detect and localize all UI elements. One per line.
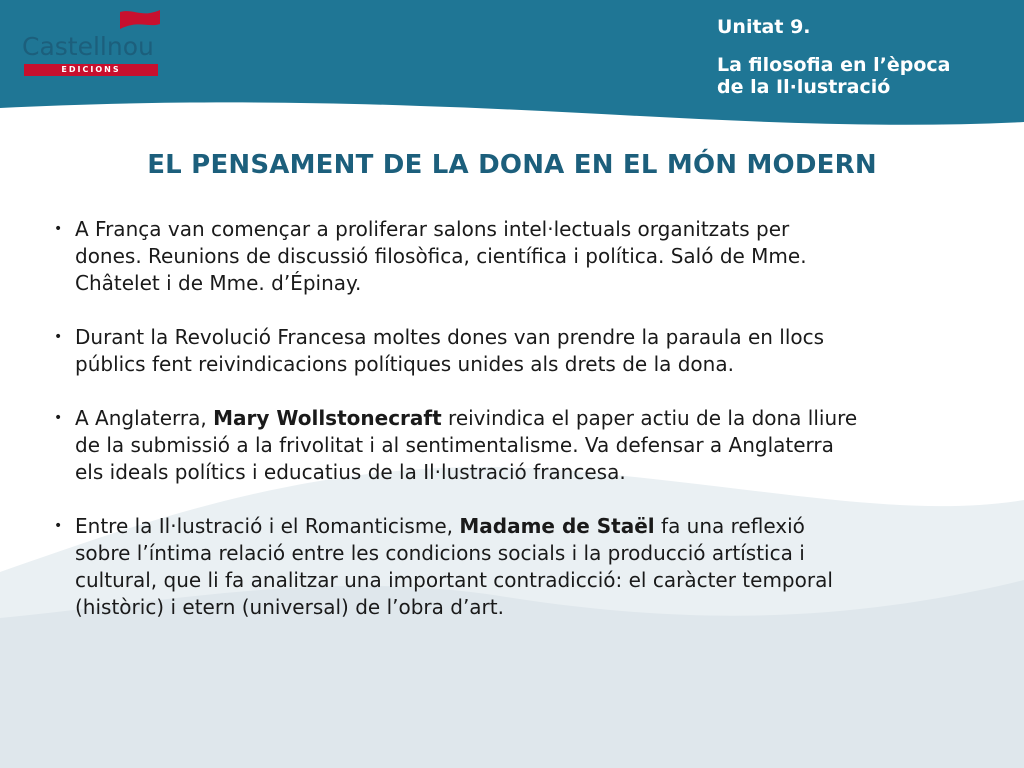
bullet-1-line-3: Châtelet i de Mme. d’Épinay.	[75, 271, 362, 295]
bullet-3-line-3: els ideals polítics i educatius de la Il·lustració francesa.	[75, 460, 626, 484]
unit-title-line1: La filosofia en l’època	[717, 54, 951, 76]
bullet-3-line-2: de la submissió a la frivolitat i al sentimentalisme. Va defensar a Anglaterra	[75, 433, 834, 457]
bullet-item-1	[54, 216, 1014, 297]
unit-title-line2: de la Il·lustració	[717, 76, 891, 98]
bullet-4-name: Madame de Staël	[459, 514, 655, 538]
bullet-1-line-2: dones. Reunions de discussió filosòfica, científica i política. Saló de Mme.	[75, 244, 807, 268]
bullet-4-post: fa una reflexió	[654, 514, 805, 538]
logo-brand: Castellnou	[22, 32, 154, 61]
bullet-icon: •	[54, 329, 63, 345]
bullet-4-line-2: sobre l’íntima relació entre les condicions socials i la producció artística i	[75, 541, 805, 565]
bullet-icon: •	[54, 410, 63, 426]
bullet-4-line-4: (històric) i etern (universal) de l’obra d’art.	[75, 595, 504, 619]
bullet-item-4	[54, 513, 1014, 621]
bullet-3-pre: A Anglaterra,	[75, 406, 214, 430]
bullet-item-3	[54, 405, 1014, 486]
bullet-3-post: reivindica el paper actiu de la dona lliure	[441, 406, 858, 430]
bullet-list	[54, 216, 1014, 648]
bullet-item-2	[54, 324, 1014, 378]
bullet-4-line-3: cultural, que li fa analitzar una important contradicció: el caràcter temporal	[75, 568, 833, 592]
unit-number: Unitat 9.	[717, 16, 811, 38]
bullet-icon: •	[54, 518, 63, 534]
bullet-2-line-2: públics fent reivindicacions polítiques unides als drets de la dona.	[75, 352, 734, 376]
castellnou-logo	[22, 10, 162, 78]
bullet-2-line-1: Durant la Revolució Francesa moltes dones van prendre la paraula en llocs	[75, 325, 825, 349]
slide-title: EL PENSAMENT DE LA DONA EN EL MÓN MODERN	[147, 150, 877, 180]
bullet-3-name: Mary Wollstonecraft	[213, 406, 442, 430]
bullet-1-line-1: A França van començar a proliferar salons intel·lectuals organitzats per	[75, 217, 790, 241]
logo-flag-icon	[22, 10, 162, 34]
bullet-4-pre: Entre la Il·lustració i el Romanticisme,	[75, 514, 460, 538]
bullet-icon: •	[54, 221, 63, 237]
unit-heading	[717, 16, 1017, 98]
logo-sub: EDICIONS	[24, 64, 158, 76]
